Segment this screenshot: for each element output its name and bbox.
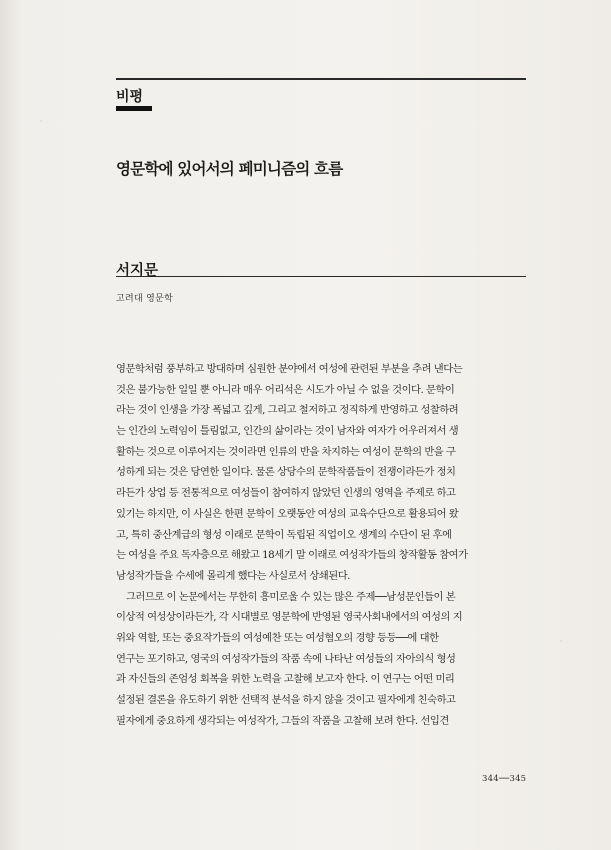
paper-speckle <box>560 640 562 642</box>
body-line: 라든가 상업 등 전통적으로 여성들이 참여하지 않았던 인생의 영역을 주제로 하고 <box>116 487 456 500</box>
body-line: 그러므로 이 논문에서는 무한히 흥미로울 수 있는 많은 주제──남성문인들이 본 <box>126 590 456 603</box>
body-line: 라는 것이 인생을 가장 폭넓고 깊게, 그리고 철저하고 정직하게 반영하고 성찰하려 <box>116 404 459 417</box>
body-line: 활하는 것으로 이루어지는 것이라면 인류의 반을 차지하는 여성이 문학의 반을 구 <box>116 445 456 458</box>
page-numbers: 344──345 <box>482 774 527 784</box>
section-label: 비평 <box>116 89 144 105</box>
body-line: 연구는 포기하고, 영국의 여성작가들의 작품 속에 나타난 여성들의 자아의식 형성 <box>116 652 456 665</box>
body-line: 고, 특히 중산계급의 형성 이래로 문학이 독립된 직업이오 생계의 수단이 된 후에 <box>116 528 452 541</box>
body-line: 과 자신들의 존엄성 회복을 위한 노력을 고찰해 보고자 한다. 이 연구는 어떤 미리 <box>116 673 455 686</box>
body-line: 위와 역할, 또는 중요작가들의 여성예찬 또는 여성혐오의 경향 등등──에 대한 <box>116 631 439 644</box>
author-name: 서지문 <box>116 263 159 279</box>
section-label-bar <box>116 106 152 111</box>
body-line: 이상적 여성상이라든가, 각 시대별로 영문학에 반영된 영국사회내에서의 여성의 지 <box>116 611 463 624</box>
body-line: 필자에게 중요하게 생각되는 여성작가, 그들의 작품을 고찰해 보려 한다. 선입견 <box>116 714 449 727</box>
body-line: 성하게 되는 것은 당연한 일이다. 물론 상당수의 문학작품들이 전쟁이라든가 정치 <box>116 466 456 479</box>
paper-speckle <box>40 120 42 122</box>
body-line: 있기는 하지만, 이 사실은 한편 문학이 오랫동안 여성의 교육수단으로 활용되어 왔 <box>116 507 459 520</box>
header-rule <box>116 78 526 80</box>
author-rule <box>116 276 526 277</box>
author-affiliation: 고려대 영문학 <box>116 294 174 304</box>
body-line: 설정된 결론을 유도하기 위한 선택적 분석을 하지 않을 것이고 필자에게 친숙하고 <box>116 694 456 706</box>
body-line: 남성작가들을 수세에 몰리게 했다는 사실로서 상쇄된다. <box>116 569 350 582</box>
body-line: 영문학처럼 풍부하고 방대하며 심원한 분야에서 여성에 관련된 부분을 추려 낸다는 <box>116 363 463 375</box>
body-line: 는 인간의 노력임이 틀림없고, 인간의 삶이라는 것이 남자와 여자가 어우러져서 생 <box>116 425 459 438</box>
body-line: 는 여성을 주요 독자층으로 해왔고 18세기 말 이래로 여성작가들의 창작활동 참여가 <box>116 549 468 562</box>
article-body <box>116 359 528 731</box>
article-title: 영문학에 있어서의 페미니즘의 흐름 <box>116 160 343 178</box>
body-line: 것은 불가능한 일일 뿐 아니라 매우 어리석은 시도가 아닐 수 없을 것이다. 문학이 <box>116 383 455 396</box>
